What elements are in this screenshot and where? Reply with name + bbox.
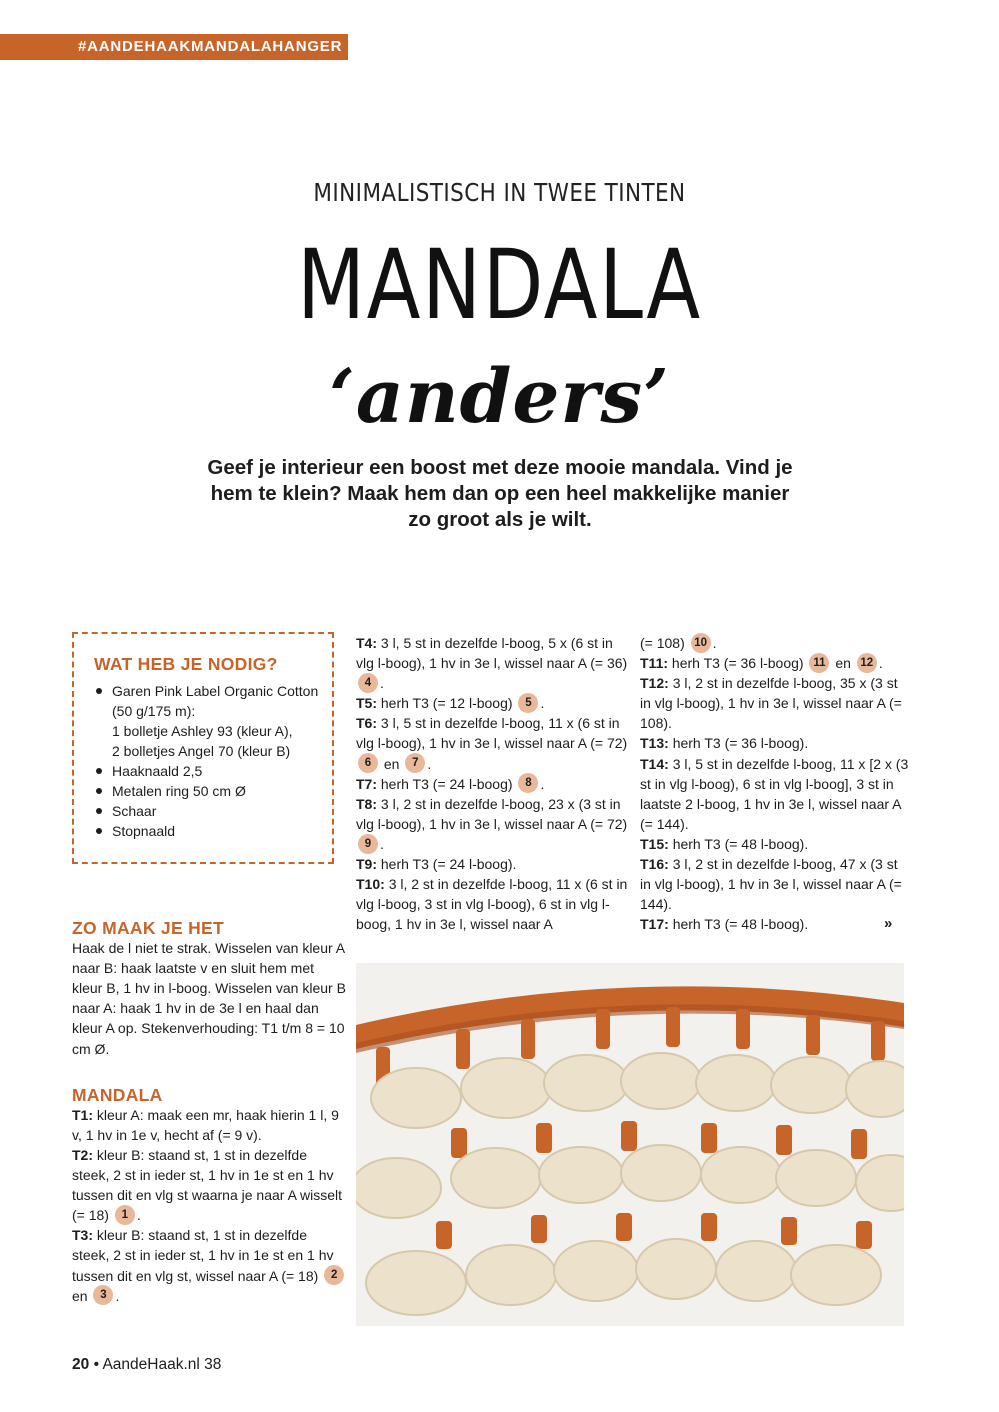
round-13: T13: herh T3 (= 36 l-boog). xyxy=(640,735,809,752)
round-6: T6: 3 l, 5 st in dezelfde l-boog, 11 x (6 st in vlg l-boog), 1 hv in 3e l, wissel naar A (= 72) 6 en 7 . xyxy=(356,715,628,772)
round-5: T5: herh T3 (= 12 l-boog) 5 . xyxy=(356,693,628,713)
column-right xyxy=(640,633,910,934)
footer-bullet: • xyxy=(93,1356,99,1373)
howto-text: Haak de l niet te strak. Wisselen van kleur A naar B: haak laatste v en sluit hem met kleur B, 1 hv in l-boog. Wisselen van kleur B naar A: haak 1 hv in de 3e l en haal dan kleur A op. Stekenverhouding: T1 t/m 8 = 10 cm Ø. xyxy=(72,940,346,1057)
list-item: Haaknaald 2,5 xyxy=(94,761,322,781)
section-tag: #AANDEHAAKMANDALAHANGER xyxy=(0,34,348,60)
howto-heading: ZO MAAK JE HET xyxy=(72,918,224,938)
mandala-heading: MANDALA xyxy=(72,1084,163,1105)
round-4: T4: 3 l, 5 st in dezelfde l-boog, 5 x (6 st in vlg l-boog), 1 hv in 3e l, wissel naar A (= 36) 4 . xyxy=(356,635,628,692)
list-item: Garen Pink Label Organic Cotton (50 g/175 m): 1 bolletje Ashley 93 (kleur A), 2 bolletjes Angel 70 (kleur B) xyxy=(94,681,322,761)
round-10-end: (= 108) 10 . xyxy=(640,633,910,653)
crochet-photo xyxy=(356,963,904,1326)
step-badge-9: 9 xyxy=(358,834,378,854)
round-7: T7: herh T3 (= 24 l-boog) 8 . xyxy=(356,774,628,794)
materials-box xyxy=(72,632,334,864)
step-badge-2: 2 xyxy=(324,1265,344,1285)
magazine-name: AandeHaak.nl 38 xyxy=(102,1356,222,1373)
round-17: T17: herh T3 (= 48 l-boog). xyxy=(640,916,809,933)
step-badge-11: 11 xyxy=(809,653,829,673)
list-item: Schaar xyxy=(94,801,322,821)
continue-arrow: » xyxy=(884,915,893,932)
step-badge-5: 5 xyxy=(518,693,538,713)
round-10: T10: 3 l, 2 st in dezelfde l-boog, 11 x (6 st in vlg l-boog, 3 st in vlg l-boog), 6 st in vlg l-boog, 1 hv in 3e l, wissel naar A xyxy=(356,876,628,933)
page-footer xyxy=(72,1356,221,1374)
round-9: T9: herh T3 (= 24 l-boog). xyxy=(356,856,517,873)
step-badge-7: 7 xyxy=(405,753,425,773)
page-title: MANDALA xyxy=(297,229,702,341)
materials-heading: WAT HEB JE NODIG? xyxy=(94,654,278,674)
column-middle xyxy=(356,633,628,934)
script-subtitle: ‘anders’ xyxy=(329,354,670,440)
materials-list xyxy=(94,681,322,841)
round-3: T3: kleur B: staand st, 1 st in dezelfde steek, 2 st in ieder st, 1 hv in 1e st en 1 hv tussen dit en vlg st, wissel naar A (= 18) 2 en 3 . xyxy=(72,1225,347,1305)
yarn-color-a: 1 bolletje Ashley 93 (kleur A), xyxy=(112,723,293,739)
page-number: 20 xyxy=(72,1356,90,1373)
step-badge-10: 10 xyxy=(691,633,711,653)
step-badge-6: 6 xyxy=(358,753,378,773)
list-item: Stopnaald xyxy=(94,821,322,841)
round-1: T1: kleur A: maak een mr, haak hierin 1 l, 9 v, 1 hv in 1e v, hecht af (= 9 v). xyxy=(72,1106,339,1143)
kicker: MINIMALISTISCH IN TWEE TINTEN xyxy=(313,178,686,207)
intro-text: Geef je interieur een boost met deze mooie mandala. Vind je hem te klein? Maak hem dan op een heel makkelijke manier zo groot als je wilt. xyxy=(207,456,793,531)
step-badge-12: 12 xyxy=(857,653,877,673)
round-14: T14: 3 l, 5 st in dezelfde l-boog, 11 x [2 x (3 st in vlg l-boog), 6 st in vlg l-boog], 3 st in laatste 2 l-boog, 1 hv in 3e l, wissel naar A (= 144). xyxy=(640,755,909,832)
yarn-color-b: 2 bolletjes Angel 70 (kleur B) xyxy=(112,743,291,759)
round-15: T15: herh T3 (= 48 l-boog). xyxy=(640,835,809,852)
round-11: T11: herh T3 (= 36 l-boog) 11 en 12 . xyxy=(640,653,910,673)
crochet-illustration xyxy=(356,963,904,1326)
round-2: T2: kleur B: staand st, 1 st in dezelfde steek, 2 st in ieder st, 1 hv in 1e st en 1 hv tussen dit en vlg st waarna je naar A wisselt (= 18) 1 . xyxy=(72,1146,343,1224)
round-16: T16: 3 l, 2 st in dezelfde l-boog, 47 x (3 st in vlg l-boog), 1 hv in 3e l, wissel naar A (= 144). xyxy=(640,856,902,913)
round-12: T12: 3 l, 2 st in dezelfde l-boog, 35 x (3 st in vlg l-boog), 1 hv in 3e l, wissel naar A (= 108). xyxy=(640,675,902,732)
step-badge-8: 8 xyxy=(518,773,538,793)
round-8: T8: 3 l, 2 st in dezelfde l-boog, 23 x (3 st in vlg l-boog), 1 hv in 3e l, wissel naar A (= 72) 9 . xyxy=(356,795,628,852)
list-item: Metalen ring 50 cm Ø xyxy=(94,781,322,801)
step-badge-4: 4 xyxy=(358,673,378,693)
step-badge-3: 3 xyxy=(93,1285,113,1305)
step-badge-1: 1 xyxy=(115,1205,135,1225)
column-left xyxy=(72,918,347,1306)
